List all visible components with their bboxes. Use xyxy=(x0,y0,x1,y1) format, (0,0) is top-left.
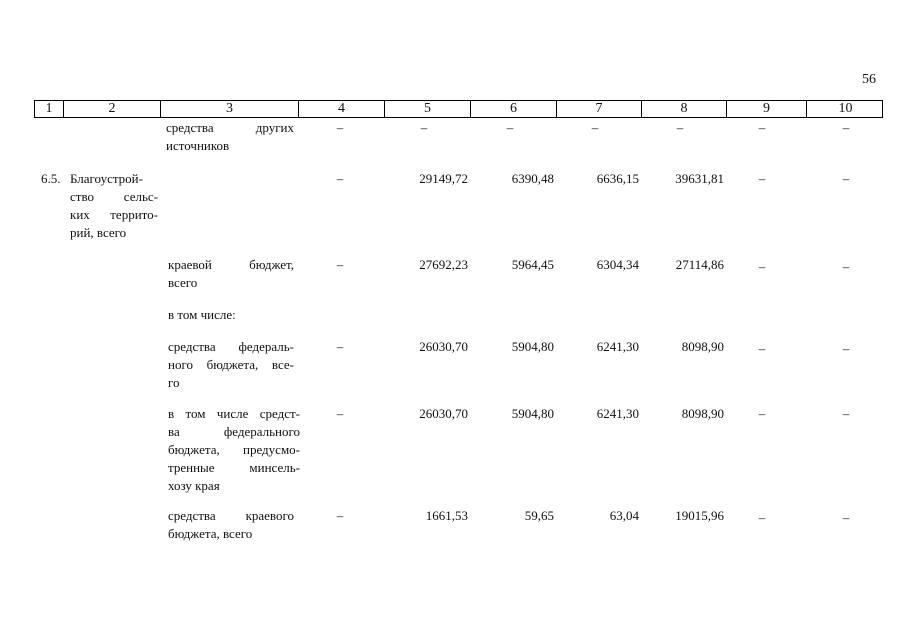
cell-col6: 5964,45 xyxy=(511,257,554,272)
row-label-line: в том числе средст- xyxy=(168,406,300,421)
cell-col10: – xyxy=(842,406,850,421)
cell-col8: 39631,81 xyxy=(675,171,724,186)
cell-col7: 6304,34 xyxy=(596,257,639,272)
row-label: в том числе: xyxy=(168,307,236,322)
cell-col5: – xyxy=(420,120,428,135)
row-label xyxy=(168,405,300,495)
page-number: 56 xyxy=(862,72,876,87)
header-col-4: 4 xyxy=(299,101,385,117)
cell-col8: – xyxy=(676,120,684,135)
row-label xyxy=(168,507,294,543)
cell-col8: 8098,90 xyxy=(681,339,724,354)
row-label-line: го xyxy=(168,375,180,390)
cell-col4: – xyxy=(336,339,344,354)
row-title xyxy=(70,170,158,242)
cell-col6: – xyxy=(506,120,514,135)
cell-col9: – xyxy=(758,341,766,356)
cell-col5: 29149,72 xyxy=(419,171,468,186)
cell-col6: 5904,80 xyxy=(511,339,554,354)
cell-col7: 6636,15 xyxy=(596,171,639,186)
row-title-line: Благоустрой- xyxy=(70,171,143,186)
cell-col6: 6390,48 xyxy=(511,171,554,186)
cell-col9: – xyxy=(758,259,766,274)
cell-col6: 59,65 xyxy=(524,508,554,523)
cell-col5: 26030,70 xyxy=(419,406,468,421)
table-header-row xyxy=(34,100,883,118)
cell-col5: 26030,70 xyxy=(419,339,468,354)
row-label-line: ва федерального xyxy=(168,424,300,439)
row-label-line: бюджета, всего xyxy=(168,526,253,541)
cell-col4: – xyxy=(336,120,344,135)
row-label xyxy=(168,256,294,292)
header-col-7: 7 xyxy=(557,101,642,117)
row-label-line: бюджета, предусмо- xyxy=(168,442,300,457)
row-label-line: средства федераль- xyxy=(168,339,294,354)
row-label-line: средства краевого xyxy=(168,508,294,523)
cell-col5: 1661,53 xyxy=(425,508,468,523)
row-label-line: средства других xyxy=(166,120,294,135)
cell-col8: 19015,96 xyxy=(675,508,724,523)
row-label-line: источников xyxy=(166,138,230,153)
cell-col10: – xyxy=(842,259,850,274)
row-label xyxy=(168,338,294,392)
cell-col7: 63,04 xyxy=(609,508,639,523)
row-label-line: ного бюджета, все- xyxy=(168,357,294,372)
cell-col10: – xyxy=(842,341,850,356)
row-title-line: ких террито- xyxy=(70,207,158,222)
header-col-2: 2 xyxy=(64,101,161,117)
cell-col7: 6241,30 xyxy=(596,406,639,421)
cell-col7: – xyxy=(591,120,599,135)
row-label-line: хозу края xyxy=(168,478,220,493)
row-number: 6.5. xyxy=(41,171,61,186)
header-col-6: 6 xyxy=(471,101,557,117)
cell-col6: 5904,80 xyxy=(511,406,554,421)
cell-col4: – xyxy=(336,171,344,186)
cell-col9: – xyxy=(758,171,766,186)
row-label xyxy=(166,119,294,155)
header-col-10: 10 xyxy=(838,101,853,116)
cell-col4: – xyxy=(336,406,344,421)
row-label-line: тренные минсель- xyxy=(168,460,300,475)
cell-col8: 8098,90 xyxy=(681,406,724,421)
cell-col4: – xyxy=(336,508,344,523)
cell-col9: – xyxy=(758,406,766,421)
header-col-8: 8 xyxy=(642,101,727,117)
cell-col10: – xyxy=(842,120,850,135)
cell-col10: – xyxy=(842,171,850,186)
row-title-line: рий, всего xyxy=(70,225,127,240)
header-col-1: 1 xyxy=(35,101,64,117)
cell-col9: – xyxy=(758,510,766,525)
header-col-5: 5 xyxy=(385,101,471,117)
cell-col4: – xyxy=(336,257,344,272)
cell-col5: 27692,23 xyxy=(419,257,468,272)
cell-col8: 27114,86 xyxy=(675,257,724,272)
row-label-line: всего xyxy=(168,275,198,290)
header-col-3: 3 xyxy=(161,101,299,117)
row-label-line: краевой бюджет, xyxy=(168,257,294,272)
cell-col10: – xyxy=(842,510,850,525)
header-col-9: 9 xyxy=(727,101,807,117)
cell-col7: 6241,30 xyxy=(596,339,639,354)
row-title-line: ство сельс- xyxy=(70,189,158,204)
cell-col9: – xyxy=(758,120,766,135)
